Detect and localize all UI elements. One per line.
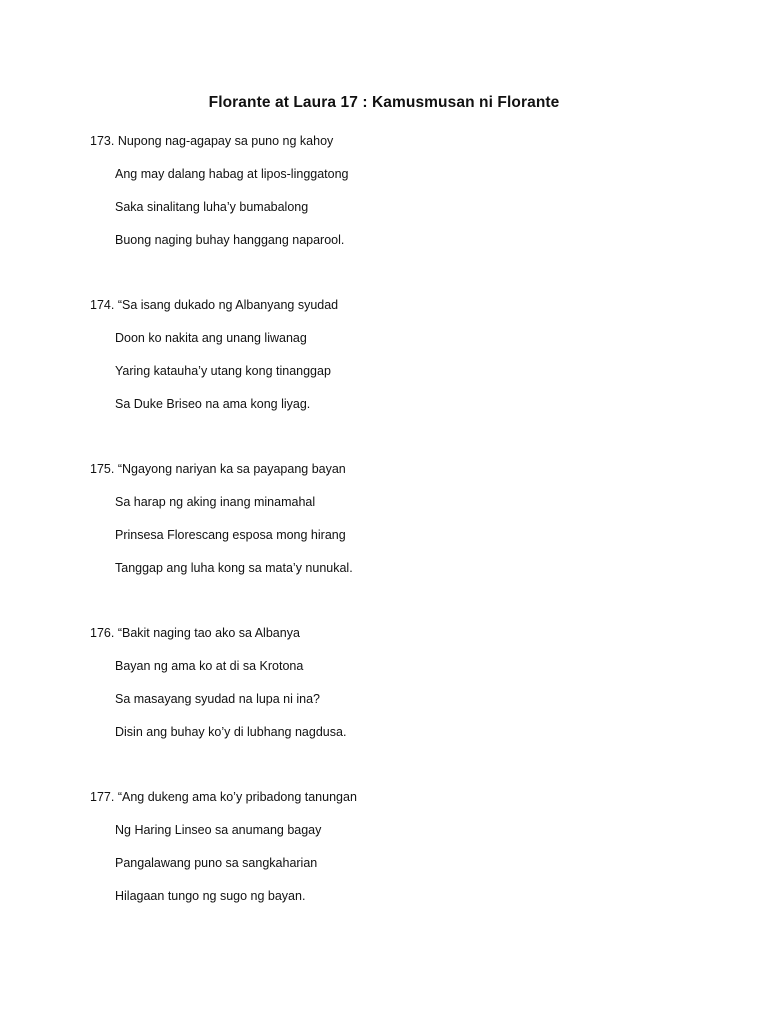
- stanza-line-text: “Bakit naging tao ako sa Albanya: [117, 626, 300, 640]
- stanza-line: Bayan ng ama ko at di sa Krotona: [115, 659, 304, 673]
- stanza-line: Sa Duke Briseo na ama kong liyag.: [115, 397, 311, 411]
- stanza-line-text: Nupong nag-agapay sa puno ng kahoy: [117, 134, 334, 148]
- stanza-list: [90, 131, 710, 951]
- stanza-line: Disin ang buhay ko’y di lubhang nagdusa.: [115, 725, 347, 739]
- stanza-line: [90, 787, 710, 820]
- stanza-173: [90, 131, 710, 263]
- stanza-line: Yaring katauha’y utang kong tinanggap: [115, 364, 331, 378]
- stanza-line: Doon ko nakita ang unang liwanag: [115, 331, 307, 345]
- stanza-line: [90, 295, 710, 328]
- stanza-number: 174.: [90, 298, 115, 312]
- stanza-line: Ng Haring Linseo sa anumang bagay: [115, 823, 322, 837]
- stanza-line-text: “Ngayong nariyan ka sa payapang bayan: [117, 462, 346, 476]
- stanza-176: [90, 623, 710, 755]
- stanza-line: Sa masayang syudad na lupa ni ina?: [115, 692, 321, 706]
- stanza-line: Hilagaan tungo ng sugo ng bayan.: [115, 889, 306, 903]
- stanza-174: [90, 295, 710, 427]
- stanza-line: [90, 459, 710, 492]
- stanza-number: 173.: [90, 134, 115, 148]
- stanza-line: Prinsesa Florescang esposa mong hirang: [115, 528, 346, 542]
- stanza-175: [90, 459, 710, 591]
- stanza-line: Buong naging buhay hanggang naparool.: [115, 233, 345, 247]
- stanza-line: Saka sinalitang luha’y bumabalong: [115, 200, 309, 214]
- stanza-line: [90, 131, 710, 164]
- stanza-line-text: “Ang dukeng ama ko’y pribadong tanungan: [117, 790, 357, 804]
- stanza-number: 177.: [90, 790, 115, 804]
- stanza-177: [90, 787, 710, 919]
- stanza-line: Tanggap ang luha kong sa mata’y nunukal.: [115, 561, 353, 575]
- stanza-line: Pangalawang puno sa sangkaharian: [115, 856, 318, 870]
- document-title: Florante at Laura 17 : Kamusmusan ni Florante: [208, 94, 560, 111]
- stanza-line-text: “Sa isang dukado ng Albanyang syudad: [117, 298, 339, 312]
- stanza-line: Ang may dalang habag at lipos-linggatong: [115, 167, 349, 181]
- stanza-line: [90, 623, 710, 656]
- stanza-number: 175.: [90, 462, 115, 476]
- stanza-number: 176.: [90, 626, 115, 640]
- stanza-line: Sa harap ng aking inang minamahal: [115, 495, 316, 509]
